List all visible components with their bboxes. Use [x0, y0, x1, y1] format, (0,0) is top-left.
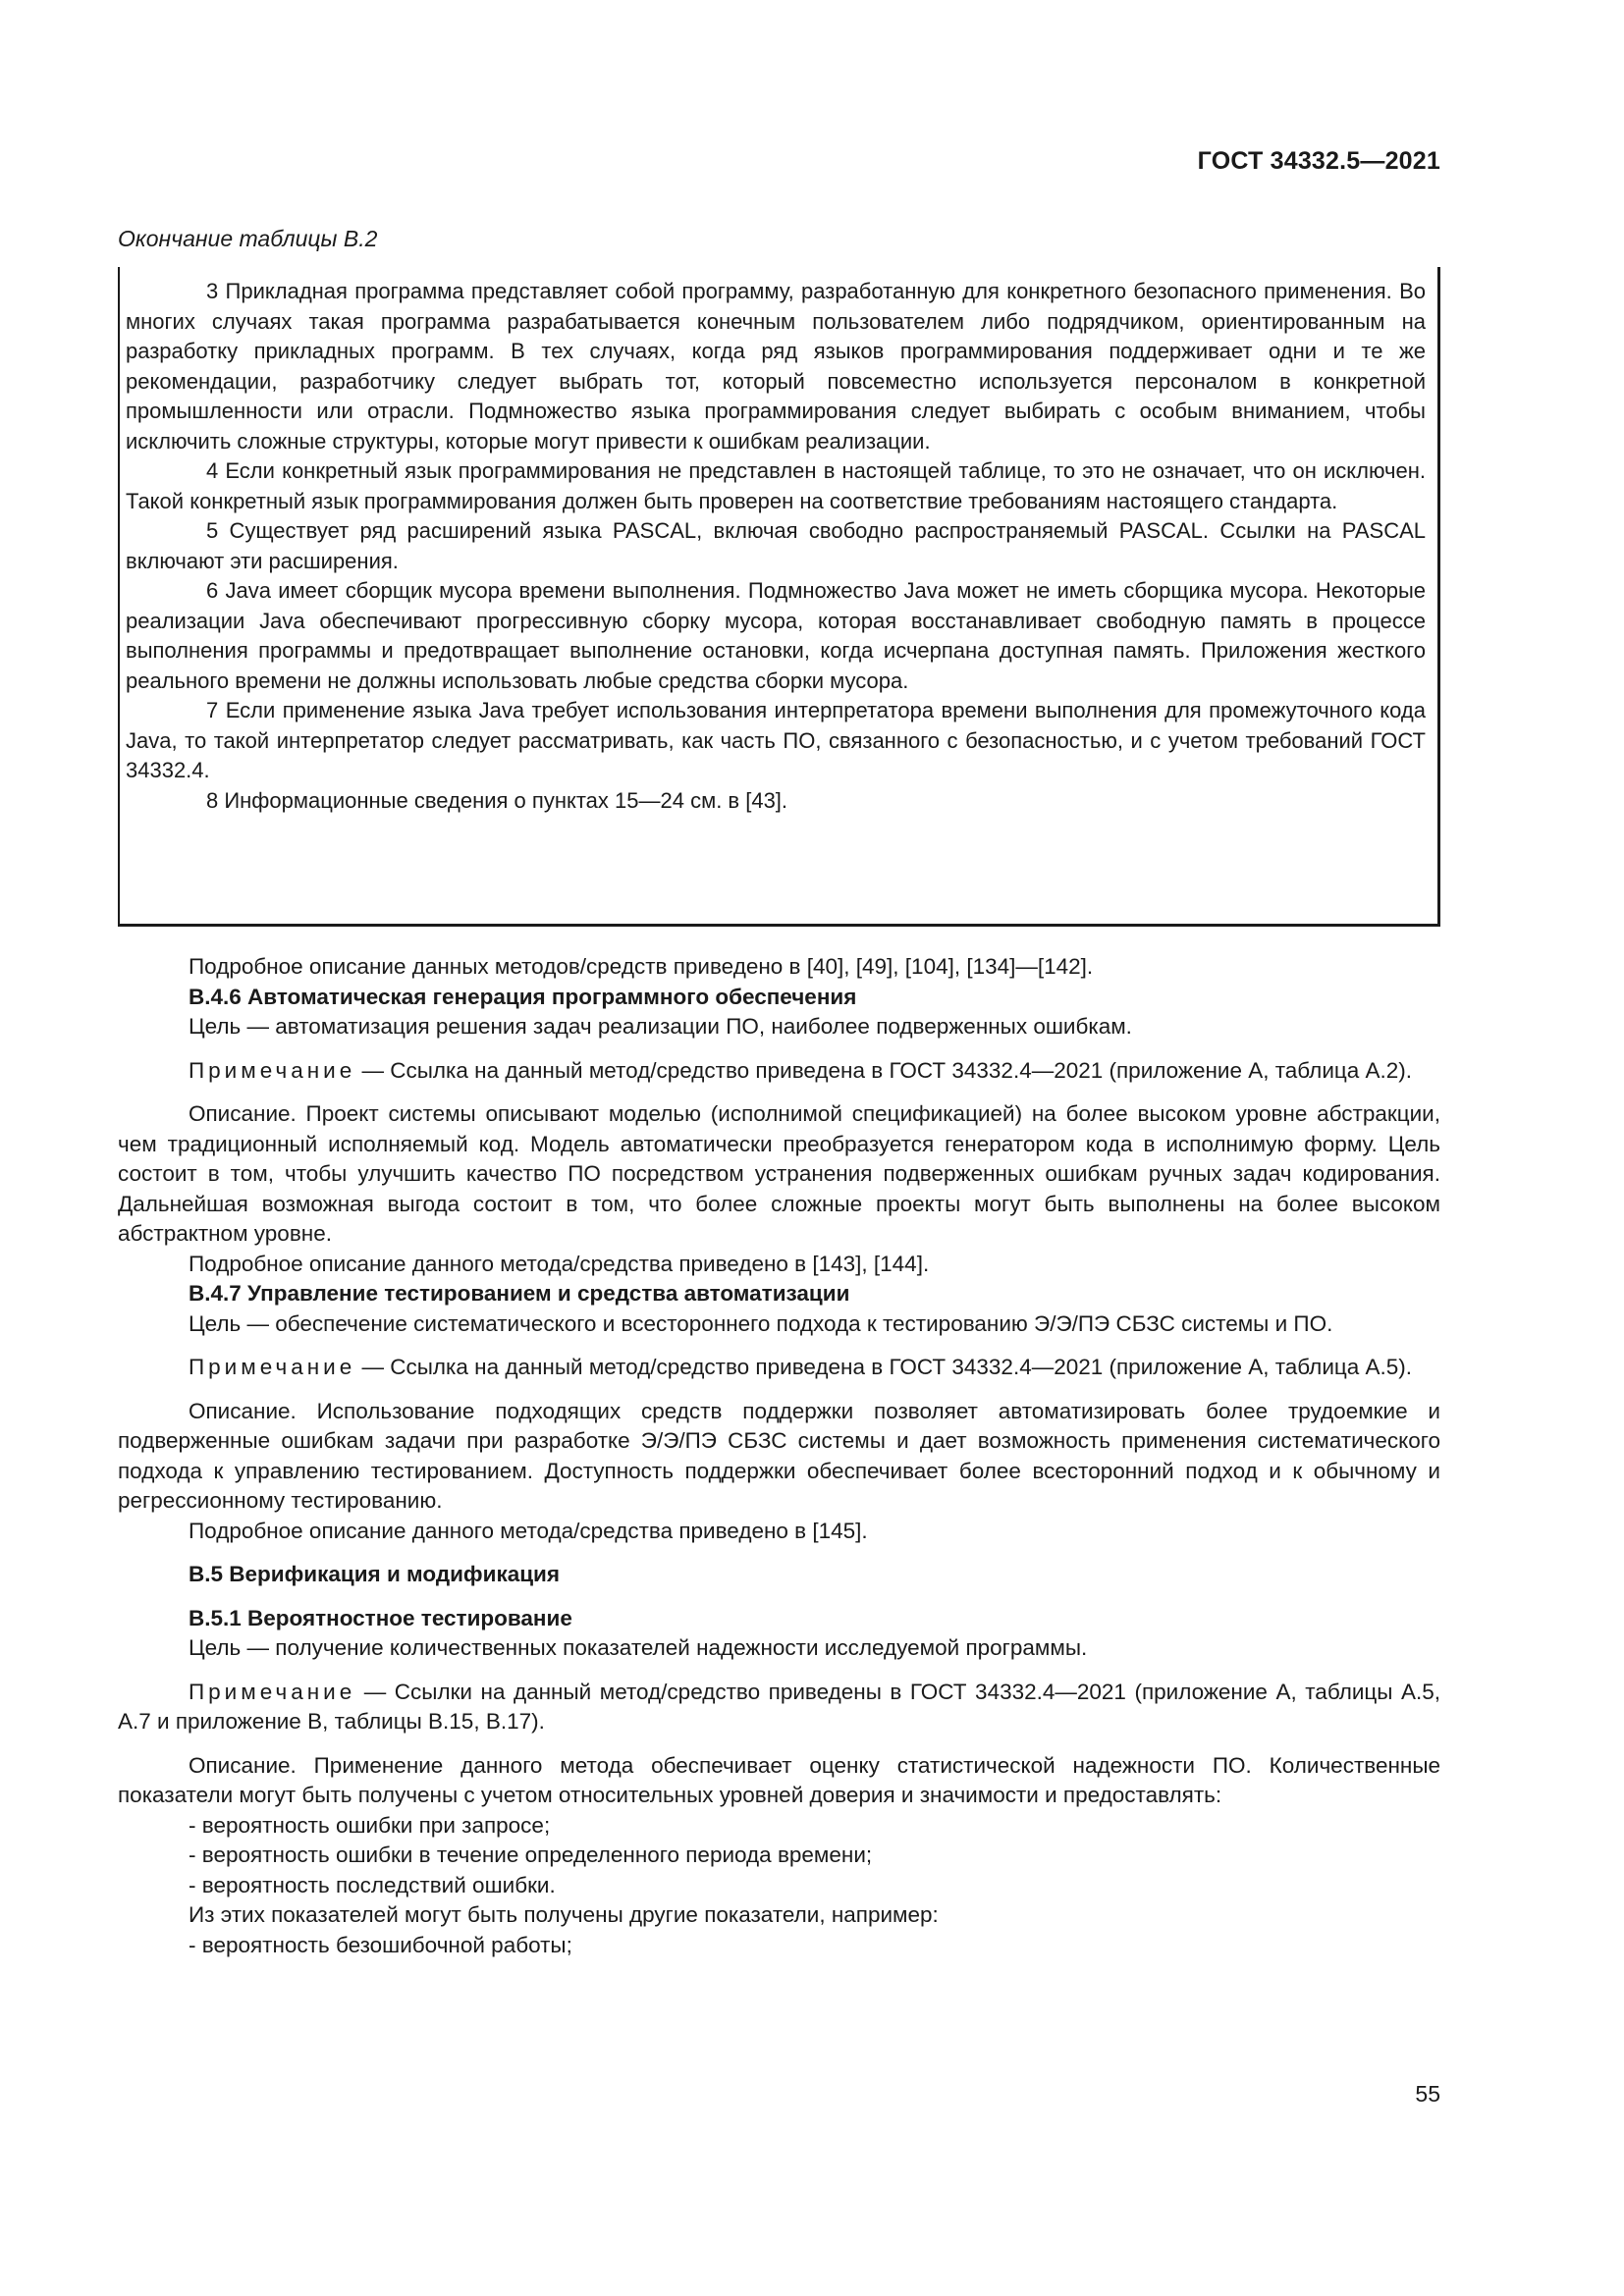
document-header: ГОСТ 34332.5—2021: [1197, 147, 1440, 175]
paragraph-goal: Цель — получение количественных показателей надежности исследуемой программы.: [189, 1635, 1088, 1660]
paragraph-description: Описание. Использование подходящих средств поддержки позволяет автоматизировать более трудоемкие и подверженные ошибкам задачи при разработке Э/Э/ПЭ СБЗС системы и дает возможность применения систематического подхода к управлению тестированием. Доступность поддержки обеспечивает более всесторонний подход и к обычному и регрессионному тестированию.: [118, 1398, 1440, 1513]
table-note-4: 4 Если конкретный язык программирования не представлен в настоящей таблице, то это не означает, что он исключен. Такой конкретный язык программирования должен быть проверен на соответствие требованиям настоящего стандарта.: [126, 458, 1426, 513]
table-note-7: 7 Если применение языка Java требует использования интерпретатора времени выполнения для промежуточного кода Java, то такой интерпретатор следует рассматривать, как часть ПО, связанного с безопасностью, и с учетом требований ГОСТ 34332.4.: [126, 698, 1426, 782]
paragraph-description: Описание. Проект системы описывают моделью (исполнимой спецификацией) на более высоком уровне абстракции, чем традиционный исполняемый код. Модель автоматически преобразуется генератором кода в исполнимую форму. Цель состоит в том, чтобы улучшить качество ПО посредством устранения подверженных ошибкам ручных задач кодирования. Дальнейшая возможная выгода состоит в том, что более сложные проекты могут быть выполнены на более высоком абстрактном уровне.: [118, 1101, 1440, 1246]
paragraph-references: Подробное описание данных методов/средств приведено в [40], [49], [104], [134]—[142].: [189, 954, 1094, 979]
note-label: Примечание: [189, 1057, 356, 1083]
section-heading-b46: В.4.6 Автоматическая генерация программного обеспечения: [189, 984, 857, 1009]
document-page: [118, 0, 1440, 2296]
list-item: - вероятность последствий ошибки.: [189, 1872, 556, 1897]
paragraph-references: Подробное описание данного метода/средства приведено в [143], [144].: [189, 1251, 930, 1276]
paragraph-description: Описание. Применение данного метода обеспечивает оценку статистической надежности ПО. Количественные показатели могут быть получены с учетом относительных уровней доверия и значимости и предоставлять:: [118, 1752, 1440, 1807]
paragraph-more: Из этих показателей могут быть получены другие показатели, например:: [189, 1902, 939, 1927]
paragraph-goal: Цель — обеспечение систематического и всестороннего подхода к тестированию Э/Э/ПЭ СБЗС системы и ПО.: [189, 1310, 1333, 1336]
paragraph-note: [118, 1353, 1440, 1383]
note-text: — Ссылка на данный метод/средство приведена в ГОСТ 34332.4—2021 (приложение А, таблица А.5).: [355, 1355, 1413, 1379]
list-item: - вероятность безошибочной работы;: [189, 1932, 572, 1957]
note-text: — Ссылки на данный метод/средство приведены в ГОСТ 34332.4—2021 (приложение А, таблицы А.5, А.7 и приложение В, таблицы В.15, В.17).: [118, 1679, 1440, 1734]
section-heading-b51: В.5.1 Вероятностное тестирование: [189, 1605, 572, 1630]
table-note-8: 8 Информационные сведения о пунктах 15—24 см. в [43].: [206, 787, 788, 813]
note-text: — Ссылка на данный метод/средство приведена в ГОСТ 34332.4—2021 (приложение А, таблица А.2).: [355, 1057, 1413, 1083]
note-label: Примечание: [189, 1679, 356, 1704]
note-label: Примечание: [189, 1355, 356, 1379]
table-note-6: 6 Java имеет сборщик мусора времени выполнения. Подмножество Java может не иметь сборщика мусора. Некоторые реализации Java обеспечивают прогрессивную сборку мусора, которая восстанавливает свободную память в процессе выполнения программы и предотвращает выполнение остановки, когда исчерпана доступная память. Приложения жесткого реального времени не должны использовать любые средства сборки мусора.: [126, 578, 1426, 693]
table-note-5: 5 Существует ряд расширений языка PASCAL, включая свободно распространяемый PASCAL. Ссылки на PASCAL включают эти расширения.: [126, 518, 1426, 573]
table-note-3: 3 Прикладная программа представляет собой программу, разработанную для конкретного безопасного применения. Во многих случаях такая программа разрабатывается конечным пользователем либо подрядчиком, ориентированным на разработку прикладных программ. В тех случаях, когда ряд языков программирования поддерживает одни и те же рекомендации, разработчику следует выбрать тот, который повсеместно используется персоналом в конкретной промышленности или отрасли. Подмножество языка программирования следует выбирать с особым вниманием, чтобы исключить сложные структуры, которые могут привести к ошибкам реализации.: [126, 279, 1426, 454]
list-item: - вероятность ошибки при запросе;: [189, 1812, 551, 1838]
section-heading-b47: В.4.7 Управление тестированием и средства автоматизации: [189, 1281, 850, 1306]
list-item: - вероятность ошибки в течение определенного периода времени;: [189, 1842, 873, 1867]
page-number: 55: [1415, 2081, 1440, 2107]
paragraph-note: [118, 1678, 1440, 1737]
table-continuation-caption: Окончание таблицы В.2: [118, 226, 378, 251]
paragraph-goal: Цель — автоматизация решения задач реализации ПО, наиболее подверженных ошибкам.: [189, 1014, 1132, 1039]
paragraph-references: Подробное описание данного метода/средства приведено в [145].: [189, 1518, 868, 1543]
document-body: [118, 952, 1440, 1960]
paragraph-note: [118, 1056, 1440, 1087]
table-notes-box: [118, 267, 1440, 927]
section-heading-b5: В.5 Верификация и модификация: [189, 1562, 561, 1586]
